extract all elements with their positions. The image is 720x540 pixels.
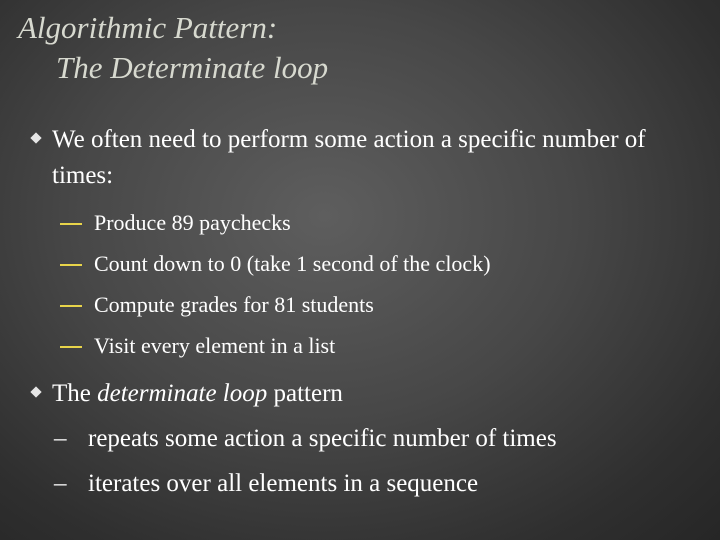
sub-list-item — [32, 243, 712, 284]
sub-list-item — [32, 325, 712, 366]
bullet-item — [32, 122, 712, 194]
bullet-text-before: The — [52, 380, 91, 407]
dash-bullet-icon — [60, 346, 82, 348]
sub-list-item — [32, 202, 712, 243]
sub-list — [32, 416, 712, 506]
title-line-2: The Determinate loop — [56, 50, 329, 85]
en-dash-bullet-icon: – — [54, 425, 67, 452]
sub-list — [32, 202, 712, 366]
bullet-text-after: pattern — [273, 380, 343, 407]
title-line-1: Algorithmic Pattern: — [18, 10, 278, 45]
diamond-bullet-icon — [30, 132, 41, 143]
dash-bullet-icon — [60, 305, 82, 307]
sub-item-text: Compute grades for 81 students — [94, 292, 374, 317]
dash-bullet-icon — [60, 264, 82, 266]
sub-item-text: iterates over all elements in a sequence — [88, 470, 479, 497]
en-dash-bullet-icon: – — [54, 470, 67, 497]
sub-list-item — [32, 461, 712, 506]
sub-item-text: Count down to 0 (take 1 second of the clock) — [94, 251, 491, 276]
dash-bullet-icon — [60, 223, 82, 225]
diamond-bullet-icon — [30, 386, 41, 397]
sub-list-item — [32, 416, 712, 461]
slide-body — [32, 122, 712, 506]
sub-item-text: Visit every element in a list — [94, 333, 336, 358]
bullet-text-italic: determinate loop — [97, 380, 268, 407]
bullet-item — [32, 376, 712, 412]
bullet-text: We often need to perform some action a specific number of times: — [52, 126, 646, 189]
sub-item-text: repeats some action a specific number of times — [88, 425, 557, 452]
slide-title — [18, 8, 328, 88]
sub-item-text: Produce 89 paychecks — [94, 210, 291, 235]
sub-list-item — [32, 284, 712, 325]
